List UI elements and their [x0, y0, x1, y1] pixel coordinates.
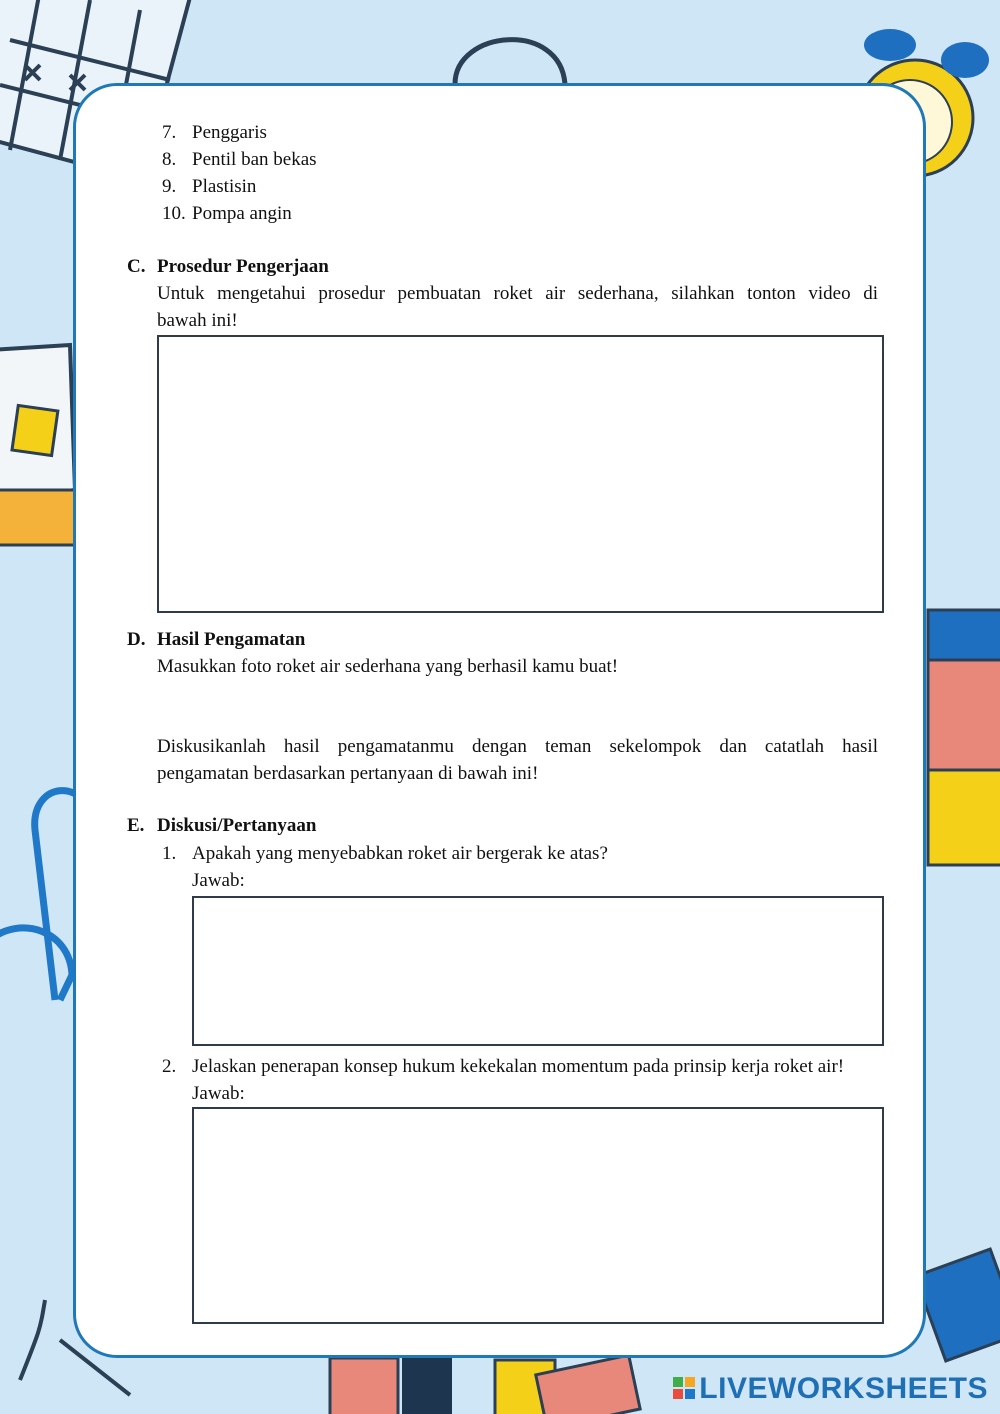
material-number-9: 9.	[162, 176, 177, 197]
liveworksheets-logo	[673, 1372, 988, 1406]
book-stack-icon	[928, 610, 1000, 865]
section-d-title: Hasil Pengamatan	[157, 629, 306, 650]
bottom-books-icon	[330, 1355, 640, 1414]
material-item: Plastisin	[192, 176, 257, 197]
section-d-letter: D.	[127, 629, 146, 650]
material-number-7: 7.	[162, 122, 177, 143]
question-2-answer-label: Jawab:	[192, 1083, 245, 1104]
question-1-text: Apakah yang menyebabkan roket air bergerak ke atas?	[192, 843, 608, 864]
open-book-icon	[0, 345, 75, 545]
sharpener-icon	[915, 1249, 1000, 1361]
section-d-discussion-line-2: pengamatan berdasarkan pertanyaan di bawah ini!	[157, 763, 539, 784]
question-2-number: 2.	[162, 1056, 177, 1077]
material-item: Pompa angin	[192, 203, 292, 224]
liveworksheets-logo-icon	[673, 1377, 695, 1401]
section-c-title: Prosedur Pengerjaan	[157, 256, 329, 277]
section-c-text-line-1: Untuk mengetahui prosedur pembuatan roket air sederhana, silahkan tonton video di	[157, 283, 878, 304]
question-1-number: 1.	[162, 843, 177, 864]
material-number-10: 10.	[162, 203, 186, 224]
section-c-letter: C.	[127, 256, 146, 277]
section-c-text-line-2: bawah ini!	[157, 310, 238, 331]
answer-1-input-box[interactable]	[192, 896, 884, 1046]
video-embed-box[interactable]	[157, 335, 884, 613]
material-number-8: 8.	[162, 149, 177, 170]
section-d-discussion-line-1: Diskusikanlah hasil pengamatanmu dengan teman sekelompok dan catatlah hasil	[157, 736, 878, 757]
bag-handle-icon	[455, 40, 565, 84]
section-d-instruction: Masukkan foto roket air sederhana yang berhasil kamu buat!	[157, 656, 619, 677]
question-2-text: Jelaskan penerapan konsep hukum kekekalan momentum pada prinsip kerja roket air!	[192, 1056, 845, 1077]
question-1-answer-label: Jawab:	[192, 870, 245, 891]
material-item: Penggaris	[192, 122, 267, 143]
liveworksheets-logo-text: LIVEWORKSHEETS	[699, 1372, 988, 1405]
paper-clip-icon-2	[0, 928, 72, 1000]
section-e-title: Diskusi/Pertanyaan	[157, 815, 317, 836]
section-e-letter: E.	[127, 815, 145, 836]
answer-2-input-box[interactable]	[192, 1107, 884, 1324]
material-item: Pentil ban bekas	[192, 149, 317, 170]
